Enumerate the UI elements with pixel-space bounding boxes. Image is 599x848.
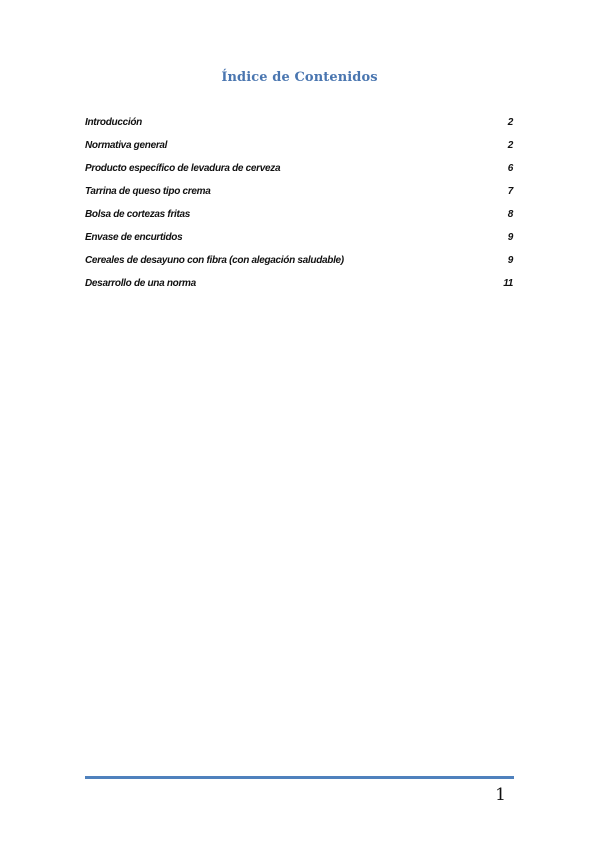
toc-entry-page: 8 [507, 209, 513, 220]
toc-entry-label: Cereales de desayuno con fibra (con alegación saludable) [85, 255, 344, 266]
page-number: 1 [495, 785, 506, 805]
toc-entry-cortezas-fritas[interactable] [85, 209, 515, 232]
toc-entry-page: 6 [507, 163, 513, 174]
toc-entry-page: 11 [503, 278, 513, 289]
toc-title: Índice de Contenidos [221, 70, 378, 85]
toc-entry-normativa-general[interactable] [85, 140, 515, 163]
toc-entry-label: Introducción [85, 117, 142, 128]
toc-entry-levadura-cerveza[interactable] [85, 163, 515, 186]
toc-entry-tarrina-queso[interactable] [85, 186, 515, 209]
toc-entry-label: Desarrollo de una norma [85, 278, 196, 289]
toc-entry-page: 2 [507, 140, 513, 151]
toc-list [85, 117, 515, 301]
toc-entry-label: Producto específico de levadura de cerveza [85, 163, 281, 174]
toc-entry-page: 7 [507, 186, 513, 197]
toc-entry-label: Envase de encurtidos [85, 232, 183, 243]
toc-entry-encurtidos[interactable] [85, 232, 515, 255]
footer-rule [85, 776, 514, 779]
toc-entry-page: 9 [507, 232, 513, 243]
toc-entry-page: 9 [507, 255, 513, 266]
toc-entry-label: Normativa general [85, 140, 168, 151]
toc-entry-label: Bolsa de cortezas fritas [85, 209, 191, 220]
toc-entry-desarrollo-norma[interactable] [85, 278, 515, 301]
toc-entry-introduccion[interactable] [85, 117, 515, 140]
toc-entry-page: 2 [507, 117, 513, 128]
toc-entry-cereales-fibra[interactable] [85, 255, 515, 278]
toc-entry-label: Tarrina de queso tipo crema [85, 186, 211, 197]
